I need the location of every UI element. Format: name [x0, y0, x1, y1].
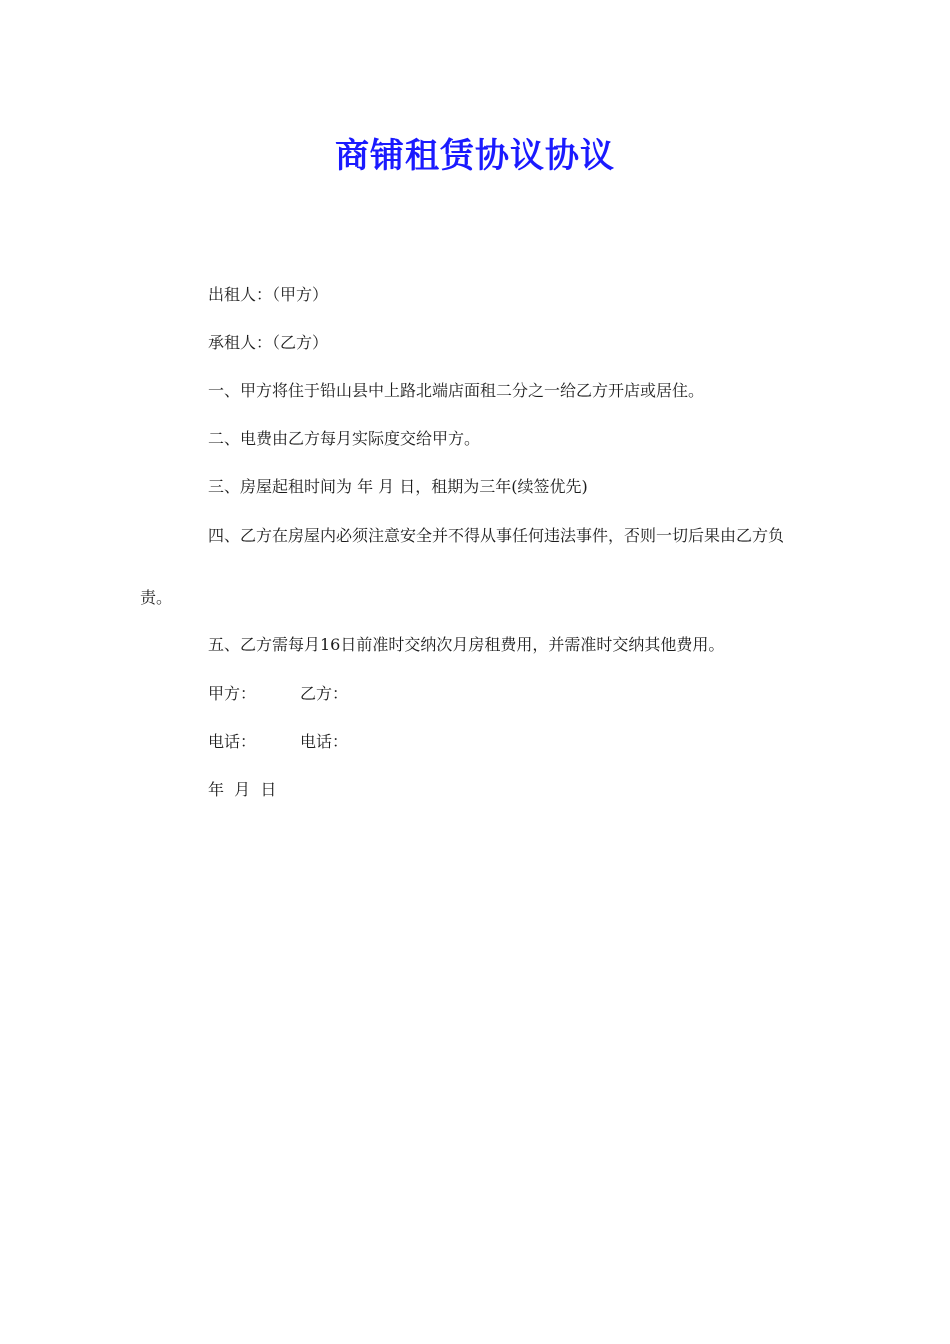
phone-a-label: 电话： [208, 732, 257, 751]
lessor-line: 出租人：（甲方） [208, 285, 329, 304]
clause-3: 三、房屋起租时间为 年 月 日，租期为三年(续签优先) [208, 477, 588, 496]
lessee-line: 承租人：（乙方） [208, 333, 329, 352]
document-title: 商铺租赁协议协议 [335, 136, 615, 176]
clause-2: 二、电费由乙方每月实际度交给甲方。 [208, 429, 481, 448]
clause-4-continuation: 责。 [140, 588, 173, 607]
clause-5: 五、乙方需每月16日前准时交纳次月房租费用，并需准时交纳其他费用。 [208, 635, 725, 654]
date-line: 年 月 日 [208, 780, 277, 799]
signature-party-row [208, 683, 348, 705]
clause-1: 一、甲方将住于铅山县中上路北端店面租二分之一给乙方开店或居住。 [208, 381, 705, 400]
phone-b-label: 电话： [300, 732, 349, 751]
party-b-label: 乙方： [300, 684, 349, 703]
signature-phone-row [208, 731, 348, 753]
party-a-label: 甲方： [208, 684, 257, 703]
clause-4: 四、乙方在房屋内必须注意安全并不得从事任何违法事件，否则一切后果由乙方负 [208, 526, 785, 545]
